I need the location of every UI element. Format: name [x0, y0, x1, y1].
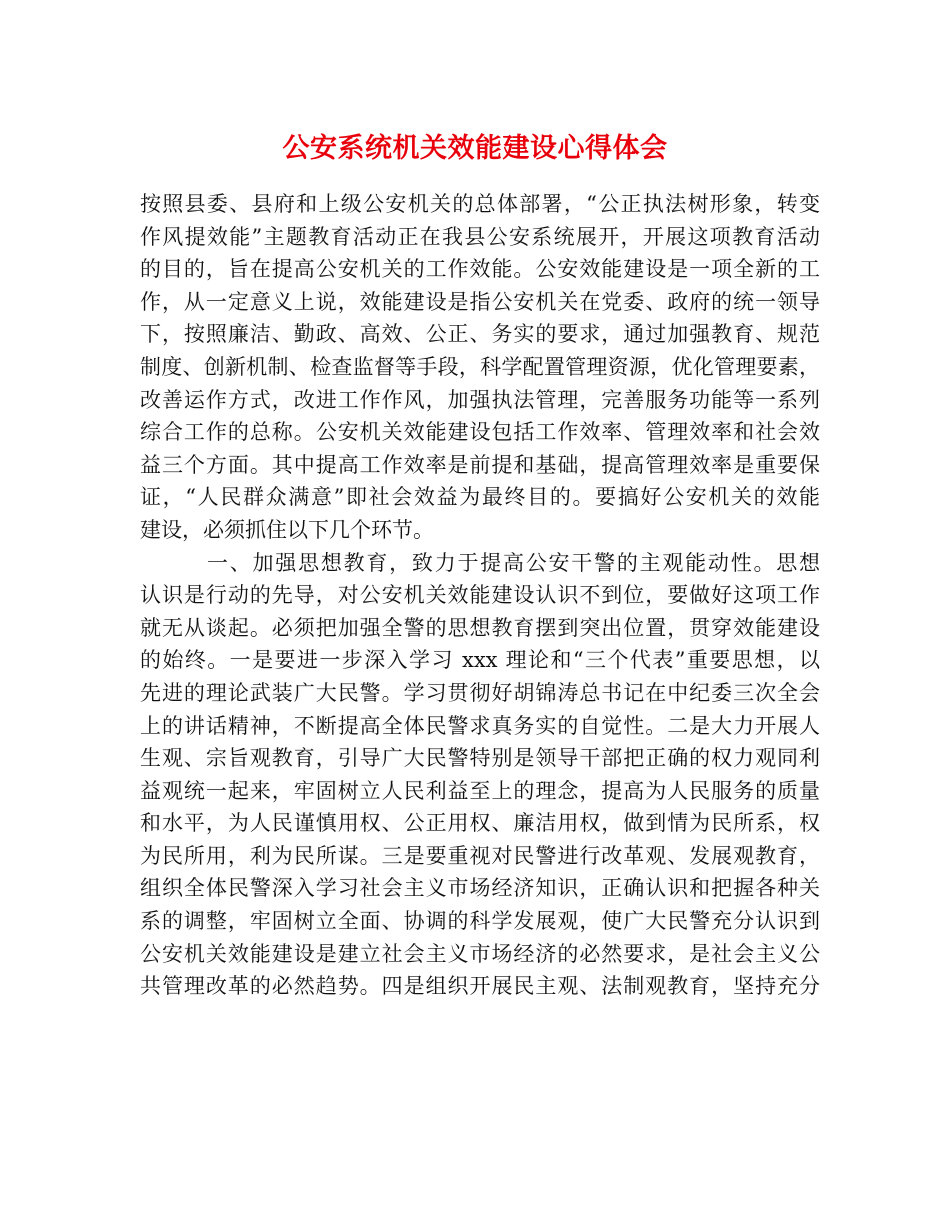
paragraph-1 — [140, 188, 820, 547]
text-line: 公安机关效能建设是建立社会主义市场经济的必然要求，是社会主义公 — [140, 941, 820, 966]
text-line: 按照县委、县府和上级公安机关的总体部署，“公正执法树形象，转变 — [140, 192, 820, 216]
text-line: 系的调整，牢固树立全面、协调的科学发展观，使广大民警充分认识到 — [140, 909, 820, 934]
text-line: 下，按照廉洁、勤政、高效、公正、务实的要求，通过加强教育、规范 — [140, 322, 820, 347]
text-line: 综合工作的总称。公安机关效能建设包括工作效率、管理效率和社会效 — [140, 420, 820, 445]
text-line: 先进的理论武装广大民警。学习贯彻好胡锦涛总书记在中纪委三次全会 — [140, 680, 820, 705]
text-line: 作风提效能”主题教育活动正在我县公安系统展开，开展这项教育活动 — [140, 224, 820, 249]
document-title: 公安系统机关效能建设心得体会 — [282, 133, 668, 164]
text-line: 上的讲话精神，不断提高全体民警求真务实的自觉性。二是大力开展人 — [140, 713, 820, 738]
text-line: 一、加强思想教育，致力于提高公安干警的主观能动性。思想 — [207, 550, 820, 575]
text-line: 益三个方面。其中提高工作效率是前提和基础，提高管理效率是重要保 — [140, 452, 820, 477]
text-line: 改善运作方式，改进工作作风，加强执法管理，完善服务功能等一系列 — [140, 387, 820, 412]
text-line: 的始终。一是要进一步深入学习 xxx 理论和“三个代表”重要思想，以 — [140, 648, 820, 673]
paragraph-2 — [140, 547, 820, 1003]
text-line: 的目的，旨在提高公安机关的工作效能。公安效能建设是一项全新的工 — [140, 257, 820, 282]
text-line: 证，“人民群众满意”即社会效益为最终目的。要搞好公安机关的效能 — [140, 485, 820, 510]
text-line: 共管理改革的必然趋势。四是组织开展民主观、法制观教育，坚持充分 — [140, 974, 820, 999]
document-body — [140, 188, 820, 1003]
text-line: 为民所用，利为民所谋。三是要重视对民警进行改革观、发展观教育， — [140, 843, 820, 868]
text-line: 制度、创新机制、检查监督等手段，科学配置管理资源，优化管理要素， — [140, 354, 820, 379]
text-line: 生观、宗旨观教育，引导广大民警特别是领导干部把正确的权力观同利 — [140, 746, 820, 771]
text-line: 就无从谈起。必须把加强全警的思想教育摆到突出位置，贯穿效能建设 — [140, 615, 820, 640]
text-line: 和水平，为人民谨慎用权、公正用权、廉洁用权，做到情为民所系，权 — [140, 811, 820, 836]
text-line: 建设，必须抓住以下几个环节。 — [140, 517, 434, 542]
text-line: 作，从一定意义上说，效能建设是指公安机关在党委、政府的统一领导 — [140, 289, 820, 314]
text-line: 认识是行动的先导，对公安机关效能建设认识不到位，要做好这项工作 — [140, 583, 820, 608]
text-line: 益观统一起来，牢固树立人民利益至上的理念，提高为人民服务的质量 — [140, 778, 820, 803]
text-line: 组织全体民警深入学习社会主义市场经济知识，正确认识和把握各种关 — [140, 876, 820, 901]
